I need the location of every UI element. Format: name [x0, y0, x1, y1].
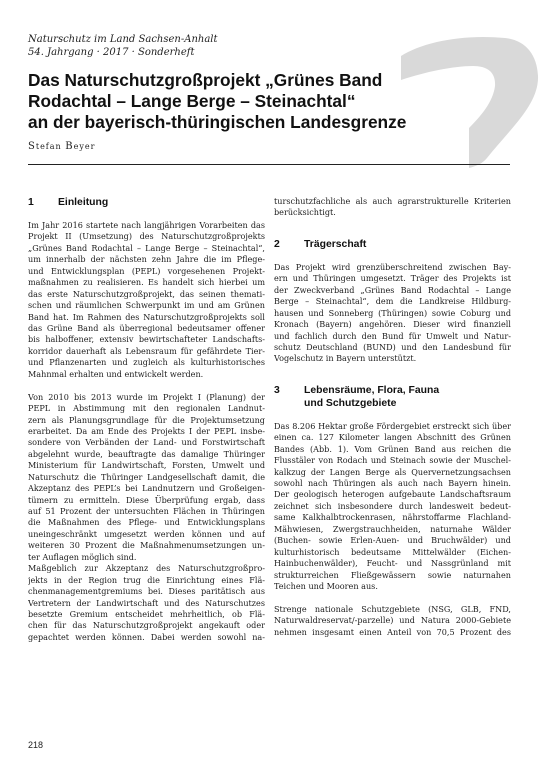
text-line: Mahnmal erhalten und entwickelt werden.	[28, 368, 204, 379]
section-title-line: Lebensräume, Flora, Fauna	[304, 384, 440, 396]
author-initial: B	[65, 141, 74, 152]
text-line: chen für das Naturschutzgroßprojekt angekauft oder	[28, 620, 265, 631]
text-line: Das Projekt wird grenzüberschreitend zwischen Bay-	[274, 261, 511, 272]
text-line: maßnahmen zu realisieren. Es handelt sich hierbei um	[28, 277, 265, 288]
text-line: strukturreichen Fließgewässern sowie naturnahen	[274, 569, 511, 580]
left-column	[28, 196, 265, 643]
section-title	[304, 384, 511, 410]
text-line: Maßgeblich zur Akzeptanz des Naturschutzgroßpro-	[28, 563, 265, 574]
text-line: turschutzfachliche als auch agrarstrukturelle Kriterien	[274, 196, 511, 206]
section-number: 3	[274, 384, 280, 396]
text-line: Projekt II (Umsetzung) des Naturschutzgroßprojekts	[28, 231, 265, 242]
author-name-rest: eyer	[73, 142, 96, 151]
text-line: „Grünes Band Rodachtal – Lange Berge – Steinachtal“,	[28, 242, 265, 253]
title-line: Rodachtal – Lange Berge – Steinachtal“	[28, 91, 356, 111]
text-line: Akzeptanz des PEPL’s bei Landnutzern und Großeigen-	[28, 483, 265, 494]
text-line: Flusstäler von Rodach und Steinach sowie der Muschel-	[274, 455, 511, 466]
text-line: Naturwaldreservat/-parzelle) und Natura 2000-Gebiete	[274, 615, 511, 626]
paragraph	[28, 392, 265, 644]
journal-info	[28, 34, 218, 59]
text-line: kulturhistorisch bedeutsame Mittelwälder (Eichen-	[274, 546, 511, 557]
text-line: zern als Planungsgrundlage für die Projektumsetzung	[28, 414, 265, 425]
author-initial: S	[28, 141, 36, 152]
text-line: das erste Naturschutzgroßprojekt, das seinen themati-	[28, 288, 265, 299]
text-line: jekts in der Region trug die Einrichtung eines Flä-	[28, 574, 265, 585]
text-line: Vertretern der Landwirtschaft und des Naturschutzes	[28, 597, 265, 608]
text-line: Hainbuchenwälder), Feucht- und Nassgrünland mit	[274, 558, 511, 569]
section-heading-lebensraeume	[274, 384, 511, 410]
journal-issue: 54. Jahrgang · 2017 · Sonderheft	[28, 46, 195, 58]
text-line: tümern zu ermitteln. Diese Überprüfung ergab, dass	[28, 494, 265, 505]
text-line: Der geologisch heterogen aufgebaute Landschaftsraum	[274, 489, 511, 500]
text-line: korridor dauerhaft als Lebensraum für gefährdete Tier-	[28, 345, 265, 356]
text-line: kalkzug der Langen Berge als Quervernetzungsachsen	[274, 466, 511, 477]
text-line: besetzte Gremium entscheidet mehrheitlich, ob Flä-	[28, 608, 265, 619]
text-line: weiteren 30 Prozent die Maßnahmenumsetzungen un-	[28, 540, 265, 551]
text-line: schen und räumlichen Schwerpunkt im und am Grünen	[28, 300, 265, 311]
section-title: Trägerschaft	[304, 238, 367, 250]
text-line: Strenge nationale Schutzgebiete (NSG, GLB, FND,	[274, 603, 511, 614]
title-line: an der bayerisch-thüringischen Landesgrenze	[28, 112, 407, 132]
text-line: Von 2010 bis 2013 wurde im Projekt I (Planung) der	[28, 391, 265, 402]
text-line: Das 8.206 Hektar große Fördergebiet erstreckt sich über	[274, 420, 511, 431]
title-line: Das Naturschutzgroßprojekt „Grünes Band	[28, 70, 383, 90]
section-heading-traegerschaft	[274, 238, 511, 251]
text-line: sondere von Verbänden der Land- und Forstwirtschaft	[28, 437, 265, 448]
paragraph	[274, 421, 511, 593]
paragraph	[274, 262, 511, 365]
section-number: 2	[274, 238, 280, 250]
text-line: nehmen insgesamt einen Anteil von 70,5 Prozent des	[274, 626, 511, 637]
article-title	[28, 70, 488, 133]
text-line: uneingeschränkt umgesetzt werden können und auf	[28, 528, 265, 539]
text-line: und Pflanzenarten und zugleich als kulturhistorisches	[28, 357, 265, 368]
text-line: um innerhalb der nächsten zehn Jahre die im Pflege-	[28, 254, 265, 265]
text-line: Berge – Steinachtal“, dem die Landkreise Hildburg-	[274, 296, 511, 307]
text-line: erarbeitet. Da am Ende des Projekts I der PEPL insbe-	[28, 425, 265, 436]
paragraph	[274, 196, 511, 219]
text-line: Kronach (Bayern) angehören. Dieser wird finanziell	[274, 319, 511, 330]
text-line: Naturschutz die Thüringer Landgesellschaft damit, die	[28, 471, 265, 482]
author-name	[28, 141, 95, 152]
text-line: auf 51 Prozent der untersuchten Flächen in Thüringen	[28, 506, 265, 516]
text-line: bis halboffener, extensiv bewirtschafteter Landschafts-	[28, 334, 265, 345]
text-line: und Entwicklungsplan (PEPL) vorgesehenen Projekt-	[28, 265, 265, 276]
text-line: einen ca. 127 Kilometer langen Abschnitt des Grünen	[274, 432, 511, 443]
text-line: die Maßnahmen des Pflege- und Entwicklungsplans	[28, 517, 265, 528]
text-line: und fachlich durch den Bund für Umwelt und Natur-	[274, 330, 511, 341]
section-heading-einleitung	[28, 196, 265, 209]
text-line: ern und Thüringen umgesetzt. Träger des Projekts ist	[274, 273, 511, 284]
text-line: Band hat. Im Rahmen des Naturschutzgroßprojekts soll	[28, 311, 265, 322]
section-title-line: und Schutzgebiete	[304, 397, 397, 409]
text-line: der Zweckverband „Grünes Band Rodachtal – Lange	[274, 284, 511, 295]
text-line: das Grüne Band als überregional bedeutsamer offener	[28, 322, 265, 333]
paragraph	[274, 604, 511, 638]
text-line: Mähwiesen, Zwergstrauchheiden, naturnahe Wälder	[274, 523, 511, 534]
text-line: berücksichtigt.	[274, 207, 336, 218]
text-line: PEPL in Abstimmung mit den regionalen Landnut-	[28, 403, 265, 414]
text-line: schutz Deutschland (BUND) und den Landesbund für	[274, 341, 511, 352]
text-line: Bandes (Abb. 1). Vom Grünen Band aus reichen die	[274, 443, 511, 454]
text-line: same Kalkhalbtrockenrasen, nährstoffarme Flachland-	[274, 512, 511, 523]
page-number: 218	[28, 740, 44, 750]
text-line: Im Jahr 2016 startete nach langjährigen Vorarbeiten das	[28, 220, 265, 230]
section-title: Einleitung	[58, 197, 109, 208]
right-column	[274, 196, 511, 638]
section-number: 1	[28, 197, 34, 208]
text-line: Teichen und Mooren aus.	[274, 580, 378, 591]
text-line: Ministerium für Landwirtschaft, Forsten, Umwelt und	[28, 460, 265, 471]
text-line: Vogelschutz in Bayern unterstützt.	[274, 353, 417, 364]
author-name-rest: tefan	[35, 142, 66, 151]
paragraph	[28, 220, 265, 380]
text-line: sowohl nach Thüringen als auch nach Bayern hinein.	[274, 478, 511, 488]
text-line: hausen und Sonneberg (Thüringen) sowie Coburg und	[274, 307, 511, 318]
text-line: zeichnet sich insbesondere durch landesweit bedeut-	[274, 500, 511, 511]
journal-name: Naturschutz im Land Sachsen-Anhalt	[28, 34, 218, 45]
text-line: abgelehnt wurde, beauftragte das damalige Thüringer	[28, 448, 265, 459]
text-line: chenmanagementgremiums bei. Dieses paritätisch aus	[28, 586, 265, 597]
text-line: ter Auflagen möglich sind.	[28, 551, 137, 562]
text-line: (Buchen- sowie Erlen-Auen- und Bruchwälder) und	[274, 535, 511, 546]
text-line: gepachtet werden können. Dabei werden sowohl na-	[28, 631, 265, 642]
header-divider	[28, 164, 510, 165]
